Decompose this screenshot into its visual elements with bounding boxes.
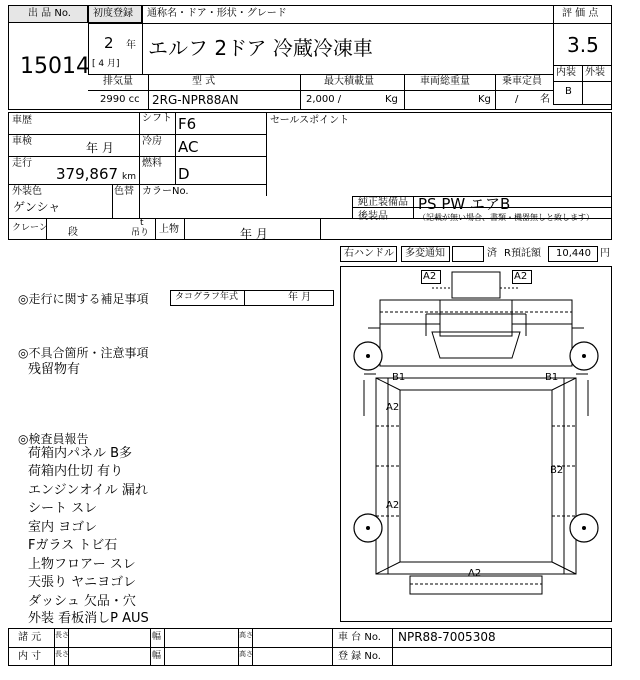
inspector-item: 外装 看板消しP AUS bbox=[28, 611, 149, 626]
displacement-label: 排気量 bbox=[103, 76, 133, 87]
interior-label: 内装 bbox=[556, 67, 576, 78]
r-unit: 円 bbox=[600, 248, 610, 259]
shift-value: F6 bbox=[178, 115, 197, 133]
crane-ton: t bbox=[140, 218, 144, 228]
interior-dim-label: 内 寸 bbox=[18, 651, 42, 662]
upper-value: 年 月 bbox=[240, 227, 268, 241]
mileage-done: 済 bbox=[487, 248, 497, 259]
gross-weight-label: 車両総重量 bbox=[420, 76, 470, 87]
sales-point-label: セールスポイント bbox=[270, 115, 350, 126]
chassis-value: NPR88-7005308 bbox=[398, 630, 496, 644]
ext-color-value: ゲンシャ bbox=[13, 200, 61, 214]
equipment-value: PS PW エアB bbox=[418, 195, 511, 213]
color-no-label: カラーNo. bbox=[142, 186, 189, 197]
mileage-value: 379,867 bbox=[56, 165, 119, 183]
width-label: 幅 bbox=[152, 651, 162, 661]
ac-label: 冷房 bbox=[142, 136, 162, 147]
first-reg-year: 2 bbox=[104, 34, 114, 52]
inspector-item: 荷箱内パネル B多 bbox=[28, 446, 133, 461]
meter-change: 多変通知 bbox=[405, 248, 445, 259]
crane-stage: 段 bbox=[68, 227, 78, 238]
history-label: 車歴 bbox=[12, 115, 32, 126]
inspector-item: 室内 ヨゴレ bbox=[28, 520, 98, 535]
accessories-label: 後装品 bbox=[358, 211, 388, 222]
right-handle: 右ハンドル bbox=[344, 248, 394, 259]
gross-weight-unit: Kg bbox=[478, 94, 491, 105]
shift-label: シフト bbox=[142, 113, 172, 124]
inspector-item: 荷箱内仕切 有り bbox=[28, 464, 124, 479]
inspection-label: 車検 bbox=[12, 136, 32, 147]
ac-value: AC bbox=[178, 138, 199, 156]
name-label: 通称名・ドア・形状・グレード bbox=[147, 8, 287, 19]
mileage-unit: km bbox=[122, 172, 136, 182]
tachograph-value: 年 月 bbox=[288, 292, 312, 303]
crane-hang: 吊り bbox=[131, 228, 150, 238]
capacity-slash: / bbox=[515, 94, 519, 105]
driving-notes-title: ◎走行に関する補足事項 bbox=[18, 292, 149, 306]
damage-mark: B1 bbox=[545, 372, 559, 383]
equipment-label: 純正装備品 bbox=[358, 197, 408, 208]
grade-value: 3.5 bbox=[567, 33, 599, 57]
damage-mark: B2 bbox=[550, 465, 564, 476]
damage-mark: A2 bbox=[386, 402, 400, 413]
chassis-label: 車 台 No. bbox=[338, 632, 381, 643]
displacement: 2990 cc bbox=[100, 94, 140, 105]
tachograph-label: タコグラフ年式 bbox=[175, 292, 239, 302]
r-recorded-label: R預託額 bbox=[504, 248, 541, 259]
first-reg-label: 初度登録 bbox=[93, 8, 133, 19]
length-label: 長さ bbox=[55, 631, 69, 639]
damage-mark: B1 bbox=[392, 372, 406, 383]
lot-no-label: 出 品 No. bbox=[28, 8, 71, 19]
capacity-unit: 名 bbox=[540, 94, 550, 105]
specs-label: 諸 元 bbox=[18, 632, 42, 643]
capacity-label: 乗車定員 bbox=[502, 76, 542, 87]
model-label: 型 式 bbox=[192, 76, 216, 87]
damage-mark: A2 bbox=[514, 271, 528, 282]
length-label: 長さ bbox=[55, 650, 69, 658]
fuel-value: D bbox=[178, 165, 190, 183]
max-load-label: 最大積載量 bbox=[324, 76, 374, 87]
inspector-item: ダッシュ 欠品・穴 bbox=[28, 594, 136, 609]
inspector-item: Fガラス トビ石 bbox=[28, 538, 118, 553]
meter-change-check bbox=[452, 246, 484, 262]
upper-label: 上物 bbox=[159, 224, 179, 235]
defect-item: 残留物有 bbox=[28, 362, 81, 377]
car-name: エルフ 2ドア 冷蔵冷凍車 bbox=[148, 36, 373, 60]
height-label: 高さ bbox=[239, 650, 253, 658]
model: 2RG-NPR88AN bbox=[152, 93, 239, 107]
damage-mark: A2 bbox=[468, 568, 482, 579]
inspector-item: 上物フロアー スレ bbox=[28, 557, 136, 572]
accessories-note: （記載が無い場合、書類・機器無しと致します） bbox=[418, 213, 594, 222]
inspector-item: エンジンオイル 漏れ bbox=[28, 483, 148, 498]
first-reg-year-unit: 年 bbox=[126, 40, 136, 51]
color-change-label: 色替 bbox=[114, 186, 134, 197]
height-label: 高さ bbox=[239, 631, 253, 639]
inspection-value: 年 月 bbox=[86, 141, 114, 155]
exterior-label: 外装 bbox=[585, 67, 605, 78]
damage-mark: A2 bbox=[386, 500, 400, 511]
interior-grade: B bbox=[565, 86, 572, 97]
first-reg-month: [ 4 月] bbox=[92, 59, 120, 69]
lot-no: 15014 bbox=[20, 54, 90, 79]
defects-title: ◎不具合箇所・注意事項 bbox=[18, 346, 149, 360]
r-amount: 10,440 bbox=[556, 248, 591, 259]
registration-label: 登 録 No. bbox=[338, 651, 381, 662]
max-load-unit: Kg bbox=[385, 94, 398, 105]
ext-color-label: 外装色 bbox=[12, 186, 42, 197]
inspector-item: 天張り ヤニヨゴレ bbox=[28, 575, 137, 590]
fuel-label: 燃料 bbox=[142, 158, 162, 169]
mileage-label: 走行 bbox=[12, 158, 32, 169]
grade-label: 評 価 点 bbox=[562, 8, 599, 19]
inspector-item: シート スレ bbox=[28, 501, 98, 516]
width-label: 幅 bbox=[152, 632, 162, 642]
inspector-title: ◎検査員報告 bbox=[18, 432, 89, 446]
max-load: 2,000 / bbox=[306, 94, 342, 105]
damage-mark: A2 bbox=[423, 271, 437, 282]
crane-label: クレーン bbox=[12, 223, 48, 233]
